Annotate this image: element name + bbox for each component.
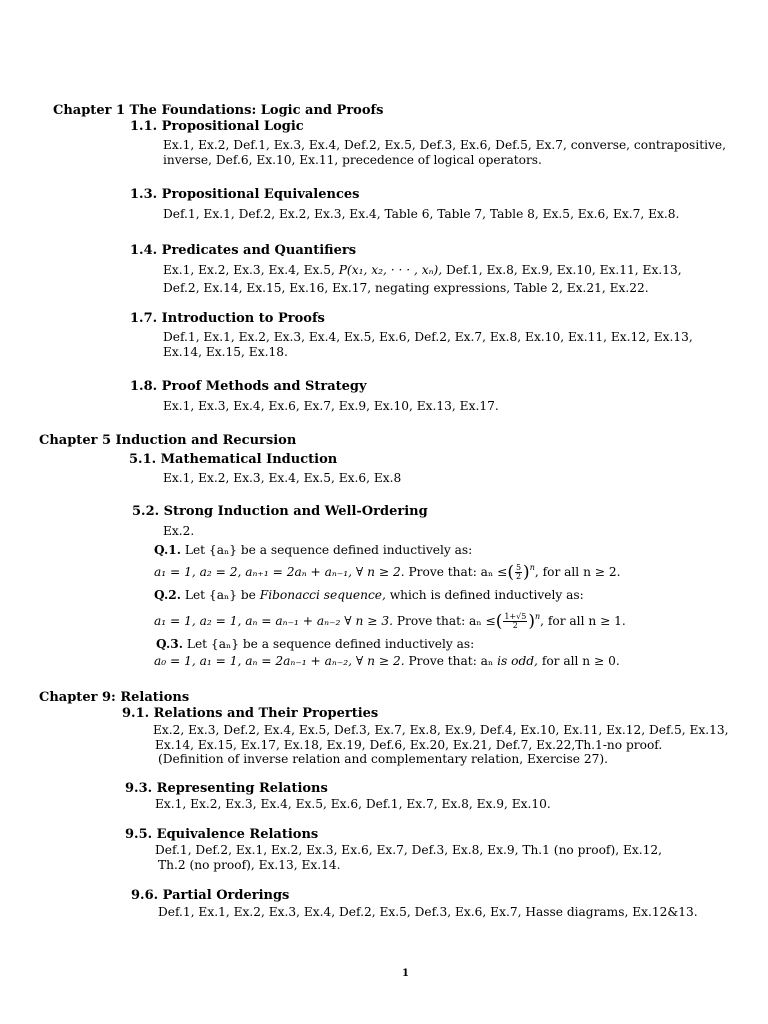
paren-open: ( bbox=[507, 562, 514, 583]
question-statement bbox=[154, 654, 620, 669]
paren-close: ) bbox=[523, 562, 530, 583]
recurrence: a₁ = 1, a₂ = 2, aₙ₊₁ = 2aₙ + aₙ₋₁, ∀ n ≥ 2. bbox=[154, 565, 405, 579]
section-line: Def.1, Ex.1, Ex.2, Ex.3, Ex.4, Def.2, Ex.5, Def.3, Ex.6, Ex.7, Hasse diagrams, Ex.12&13. bbox=[158, 905, 698, 919]
tail-text: , for all n ≥ 2. bbox=[534, 565, 621, 579]
section-heading: 1.4. Predicates and Quantifiers bbox=[130, 243, 357, 258]
section-heading: 9.5. Equivalence Relations bbox=[125, 827, 319, 842]
prove-text: Prove that: aₙ bbox=[408, 654, 494, 668]
tail-text: , for all n ≥ 1. bbox=[540, 614, 626, 628]
question-text: Let {aₙ} be a sequence defined inductively as: bbox=[184, 543, 473, 557]
recurrence: a₀ = 1, a₁ = 1, aₙ = 2aₙ₋₁ + aₙ₋₂, ∀ n ≥ 2. bbox=[154, 654, 405, 668]
recurrence: a₁ = 1, a₂ = 1, aₙ = aₙ₋₁ + aₙ₋₂ ∀ n ≥ 3. bbox=[154, 614, 393, 628]
question-label: Q.2. bbox=[154, 588, 181, 602]
section-heading: 1.3. Propositional Equivalences bbox=[130, 187, 360, 202]
section-heading: 5.2. Strong Induction and Well-Ordering bbox=[132, 504, 428, 519]
section-line: Th.2 (no proof), Ex.13, Ex.14. bbox=[158, 858, 341, 872]
section-heading: 9.1. Relations and Their Properties bbox=[122, 706, 379, 721]
section-line: Ex.1, Ex.2, Ex.3, Ex.4, Ex.5, Ex.6, Ex.8 bbox=[163, 471, 402, 485]
fraction-numerator: 1+√5 bbox=[504, 612, 527, 621]
section-line: Ex.2, Ex.3, Def.2, Ex.4, Ex.5, Def.3, Ex.7, Ex.8, Ex.9, Def.4, Ex.10, Ex.11, Ex.12, Def.5, Ex.13, bbox=[153, 723, 729, 737]
section-line: Ex.1, Ex.2, Ex.3, Ex.4, Ex.5, Ex.6, Def.1, Ex.7, Ex.8, Ex.9, Ex.10. bbox=[155, 797, 551, 811]
fraction bbox=[503, 613, 527, 630]
prove-text: Prove that: aₙ ≤ bbox=[408, 565, 508, 579]
section-line: (Definition of inverse relation and complementary relation, Exercise 27). bbox=[158, 752, 608, 766]
exponent: n bbox=[534, 612, 541, 621]
question-text: Let {aₙ} be a sequence defined inductively as: bbox=[186, 637, 475, 651]
question-intro bbox=[156, 637, 474, 652]
chapter-title: Chapter 9: Relations bbox=[39, 690, 190, 705]
section-line: Def.1, Ex.1, Def.2, Ex.2, Ex.3, Ex.4, Table 6, Table 7, Table 8, Ex.5, Ex.6, Ex.7, Ex.8. bbox=[163, 207, 680, 221]
chapter-title: Chapter 1 The Foundations: Logic and Proofs bbox=[53, 103, 384, 118]
section-heading: 1.7. Introduction to Proofs bbox=[130, 311, 325, 326]
fraction-denominator: 2 bbox=[515, 572, 522, 581]
section-line: Ex.14, Ex.15, Ex.18. bbox=[163, 345, 288, 359]
section-line: Ex.14, Ex.15, Ex.17, Ex.18, Ex.19, Def.6, Ex.20, Ex.21, Def.7, Ex.22,Th.1-no proof. bbox=[155, 738, 663, 752]
section-heading: 9.3. Representing Relations bbox=[125, 781, 328, 796]
section-line bbox=[163, 263, 682, 278]
fraction bbox=[515, 564, 522, 581]
question-text: Let {aₙ} be bbox=[184, 588, 256, 602]
section-heading: 9.6. Partial Orderings bbox=[131, 888, 290, 903]
section-line: Def.1, Def.2, Ex.1, Ex.2, Ex.3, Ex.6, Ex.7, Def.3, Ex.8, Ex.9, Th.1 (no proof), Ex.12, bbox=[155, 843, 662, 857]
line-part: Def.1, Ex.8, Ex.9, Ex.10, Ex.11, Ex.13, bbox=[446, 263, 682, 277]
fraction-numerator: 5 bbox=[515, 563, 522, 572]
question-label: Q.3. bbox=[156, 637, 183, 651]
page-number: 1 bbox=[402, 968, 409, 979]
question-statement bbox=[154, 611, 626, 632]
tail-text: for all n ≥ 0. bbox=[541, 654, 620, 668]
question-label: Q.1. bbox=[154, 543, 181, 557]
fibonacci-term: Fibonacci sequence, bbox=[259, 588, 386, 602]
section-heading: 1.1. Propositional Logic bbox=[130, 119, 304, 134]
is-odd-text: is odd, bbox=[497, 654, 538, 668]
exponent: n bbox=[529, 563, 535, 572]
line-part: Ex.1, Ex.2, Ex.3, Ex.4, Ex.5, bbox=[163, 263, 335, 277]
predicate-formula: P(x₁, x₂, · · · , xₙ), bbox=[338, 263, 443, 277]
section-line: inverse, Def.6, Ex.10, Ex.11, precedence of logical operators. bbox=[163, 153, 542, 167]
section-line: Ex.1, Ex.3, Ex.4, Ex.6, Ex.7, Ex.9, Ex.10, Ex.13, Ex.17. bbox=[163, 399, 499, 413]
fraction-denominator: 2 bbox=[512, 621, 518, 630]
section-heading: 1.8. Proof Methods and Strategy bbox=[130, 379, 367, 394]
section-line: Ex.2. bbox=[163, 524, 195, 538]
question-statement bbox=[154, 562, 621, 583]
question-intro bbox=[154, 588, 584, 603]
paren-close: ) bbox=[528, 611, 535, 632]
question-text: which is defined inductively as: bbox=[389, 588, 584, 602]
prove-text: Prove that: aₙ ≤ bbox=[396, 614, 496, 628]
section-heading: 5.1. Mathematical Induction bbox=[129, 452, 338, 467]
question-intro bbox=[154, 543, 472, 558]
section-line: Def.2, Ex.14, Ex.15, Ex.16, Ex.17, negating expressions, Table 2, Ex.21, Ex.22. bbox=[163, 281, 649, 295]
section-line: Def.1, Ex.1, Ex.2, Ex.3, Ex.4, Ex.5, Ex.6, Def.2, Ex.7, Ex.8, Ex.10, Ex.11, Ex.12, Ex.13, bbox=[163, 330, 693, 344]
paren-open: ( bbox=[495, 611, 503, 632]
section-line: Ex.1, Ex.2, Def.1, Ex.3, Ex.4, Def.2, Ex.5, Def.3, Ex.6, Def.5, Ex.7, converse, contrapositive, bbox=[163, 138, 726, 152]
chapter-title: Chapter 5 Induction and Recursion bbox=[39, 433, 297, 448]
